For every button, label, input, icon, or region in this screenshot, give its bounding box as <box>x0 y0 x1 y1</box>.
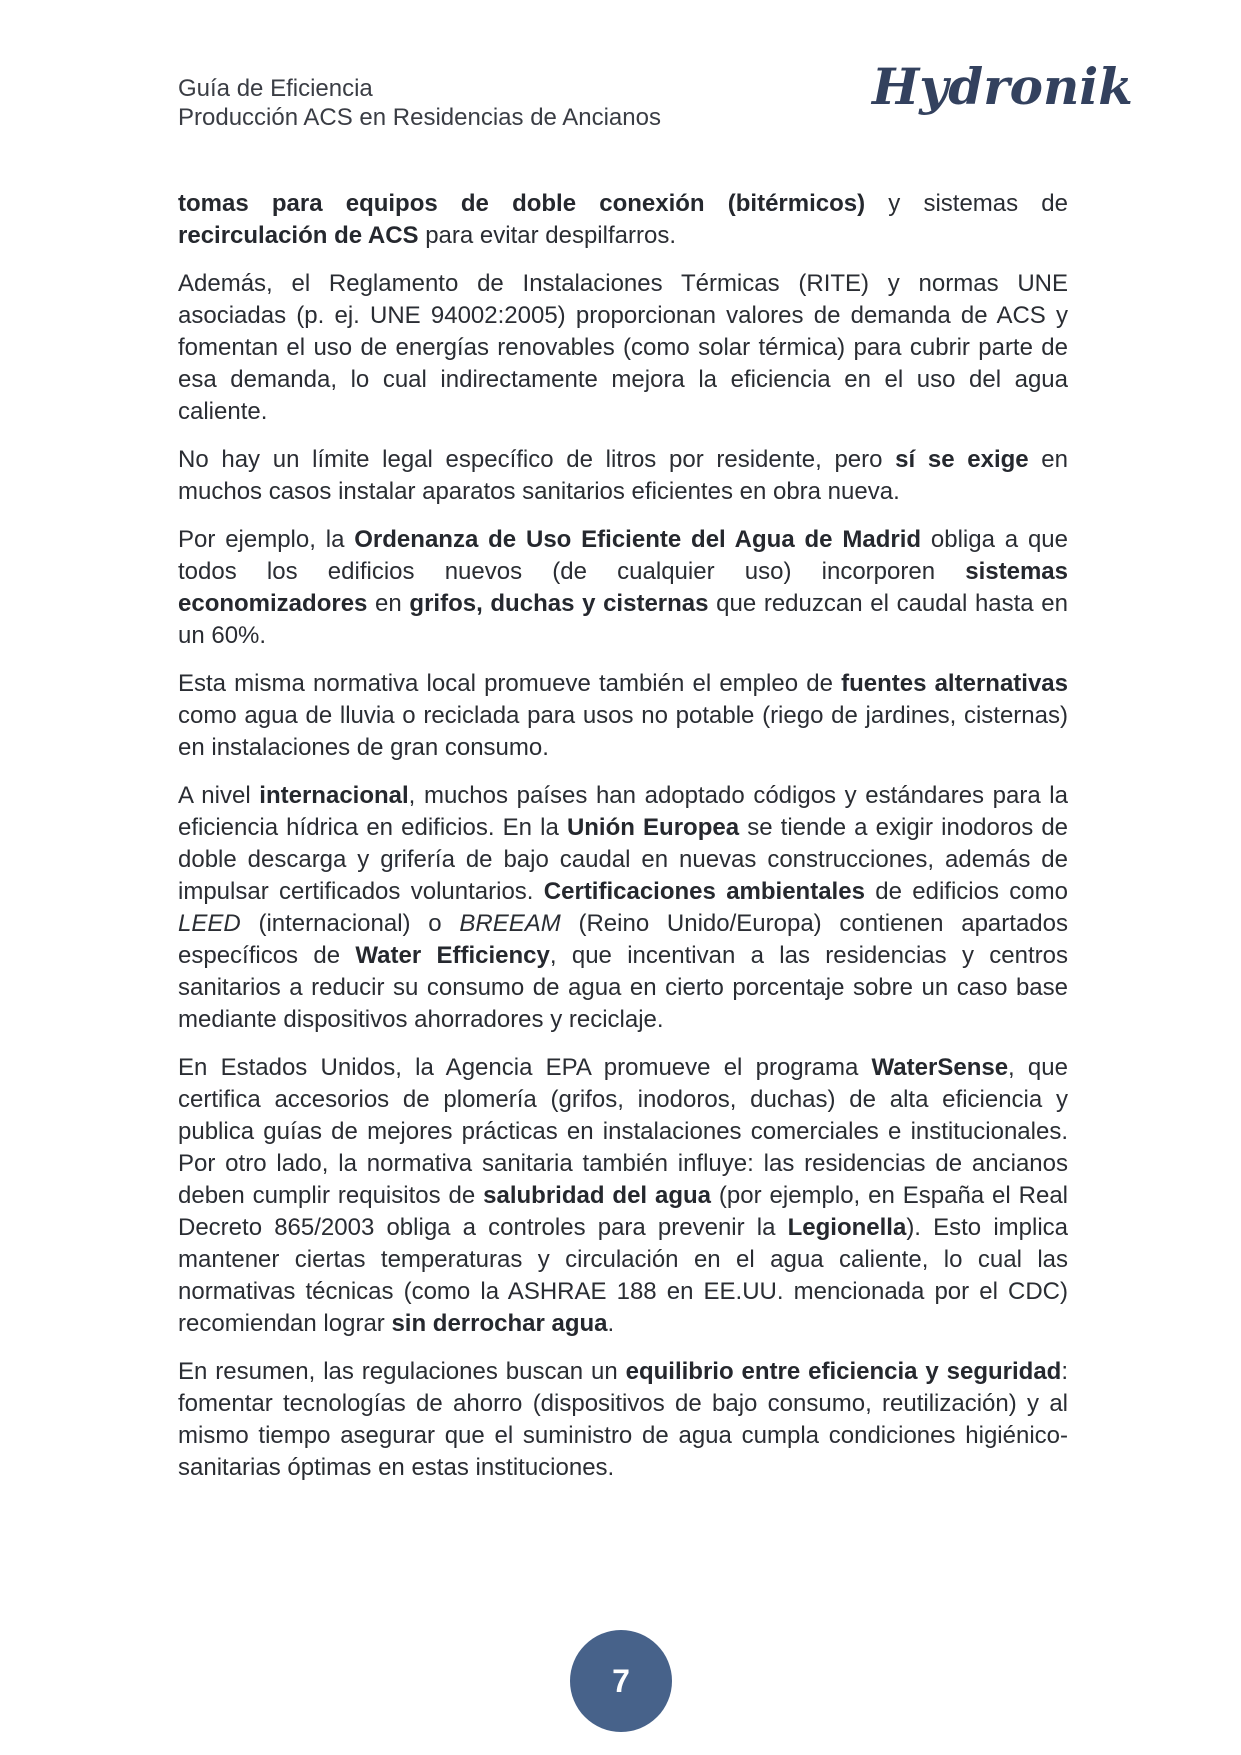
paragraph <box>178 188 1068 252</box>
body-text <box>178 188 1068 1500</box>
paragraph <box>178 780 1068 1036</box>
text-run: de edificios como <box>864 878 1068 905</box>
text-run: , que certifica accesorios de plomería (grifos, inodoros, duchas) de alta eficiencia y publica guías de mejores prácticas en instalaciones comerciales e institucionales. Por otro lado, la normativa sanitaria también influye: las residencias de ancianos deben cumplir requisitos de <box>178 1054 1068 1209</box>
text-run: en muchos casos instalar aparatos sanitarios eficientes en obra nueva. <box>178 446 1069 505</box>
paragraph <box>178 524 1068 652</box>
bold-text: Unión Europea <box>566 814 740 841</box>
bold-text: WaterSense <box>871 1054 1009 1081</box>
hydronik-logo <box>868 56 1133 136</box>
bold-text: equilibrio entre eficiencia y seguridad <box>625 1358 1062 1385</box>
bold-text: sistemas economizadores <box>178 558 1068 617</box>
text-run: (Reino Unido/Europa) contienen apartados específicos de <box>178 910 1068 969</box>
header-subtitle: Producción ACS en Residencias de Ancianos <box>178 104 661 131</box>
bold-text: sin derrochar agua <box>391 1310 608 1337</box>
bold-text: fuentes alternativas <box>841 670 1068 697</box>
bold-text: internacional <box>259 782 409 809</box>
bold-text: Ordenanza de Uso Eficiente del Agua de Madrid <box>354 526 922 553</box>
text-run: y sistemas de <box>865 190 1068 217</box>
text-run: Esta misma normativa local promueve también el empleo de <box>178 670 842 697</box>
text-run: (por ejemplo, en España el Real Decreto 865/2003 obliga a controles para prevenir la <box>178 1182 1068 1241</box>
text-run: ). Esto implica mantener ciertas temperaturas y circulación en el agua caliente, lo cual las normativas técnicas (como la ASHRAE 188 en EE.UU. mencionada por el CDC) recomiendan lograr <box>178 1214 1068 1337</box>
text-run: como agua de lluvia o reciclada para usos no potable (riego de jardines, cisternas) en instalaciones de gran consumo. <box>178 702 1068 761</box>
bold-text: tomas para equipos de doble conexión (bitérmicos) <box>178 190 866 217</box>
text-run: para evitar despilfarros. <box>418 222 676 249</box>
italic-text: LEED <box>178 910 241 937</box>
header-title: Guía de Eficiencia <box>178 75 373 102</box>
text-run: No hay un límite legal específico de litros por residente, pero <box>178 446 896 473</box>
paragraph <box>178 444 1068 508</box>
text-run: (internacional) o <box>240 910 460 937</box>
paragraph <box>178 268 1068 428</box>
page-number: 7 <box>612 1662 630 1699</box>
bold-text: Certificaciones ambientales <box>543 878 865 905</box>
text-run: en <box>367 590 410 617</box>
italic-text: BREEAM <box>459 910 561 937</box>
text-run: , que incentivan a las residencias y centros sanitarios a reducir su consumo de agua en cierto porcentaje sobre un caso base mediante dispositivos ahorradores y reciclaje. <box>178 942 1068 1033</box>
paragraph <box>178 1052 1068 1340</box>
text-run: Además, el Reglamento de Instalaciones Térmicas (RITE) y normas UNE asociadas (p. ej. UNE 94002:2005) proporcionan valores de demanda de ACS y fomentan el uso de energías renovables (como solar térmica) para cubrir parte de esa demanda, lo cual indirectamente mejora la eficiencia en el uso del agua caliente. <box>178 270 1068 425</box>
paragraph <box>178 668 1068 764</box>
text-run: En resumen, las regulaciones buscan un <box>178 1358 626 1385</box>
bold-text: sí se exige <box>895 446 1029 473</box>
bold-text: Legionella <box>787 1214 907 1241</box>
text-run: : fomentar tecnologías de ahorro (dispositivos de bajo consumo, reutilización) y al mismo tiempo asegurar que el suministro de agua cumpla condiciones higiénico-sanitarias óptimas en estas instituciones. <box>178 1358 1068 1481</box>
text-run: Por ejemplo, la <box>178 526 355 553</box>
paragraph <box>178 1356 1068 1484</box>
text-run: En Estados Unidos, la Agencia EPA promueve el programa <box>178 1054 872 1081</box>
bold-text: recirculación de ACS <box>178 222 419 249</box>
page-number-badge <box>570 1630 672 1732</box>
text-run: obliga a que todos los edificios nuevos (de cualquier uso) incorporen <box>178 526 1068 585</box>
bold-text: Water Efficiency <box>355 942 550 969</box>
logo-text: Hydronik <box>872 57 1133 116</box>
text-run: . <box>607 1310 615 1337</box>
document-header <box>178 74 661 132</box>
text-run: A nivel <box>178 782 260 809</box>
bold-text: grifos, duchas y cisternas <box>409 590 709 617</box>
bold-text: salubridad del agua <box>483 1182 712 1209</box>
text-run: , muchos países han adoptado códigos y estándares para la eficiencia hídrica en edificios. En la <box>178 782 1068 841</box>
text-run: que reduzcan el caudal hasta en un 60%. <box>178 590 1069 649</box>
text-run: se tiende a exigir inodoros de doble descarga y grifería de bajo caudal en nuevas construcciones, además de impulsar certificados voluntarios. <box>178 814 1069 905</box>
